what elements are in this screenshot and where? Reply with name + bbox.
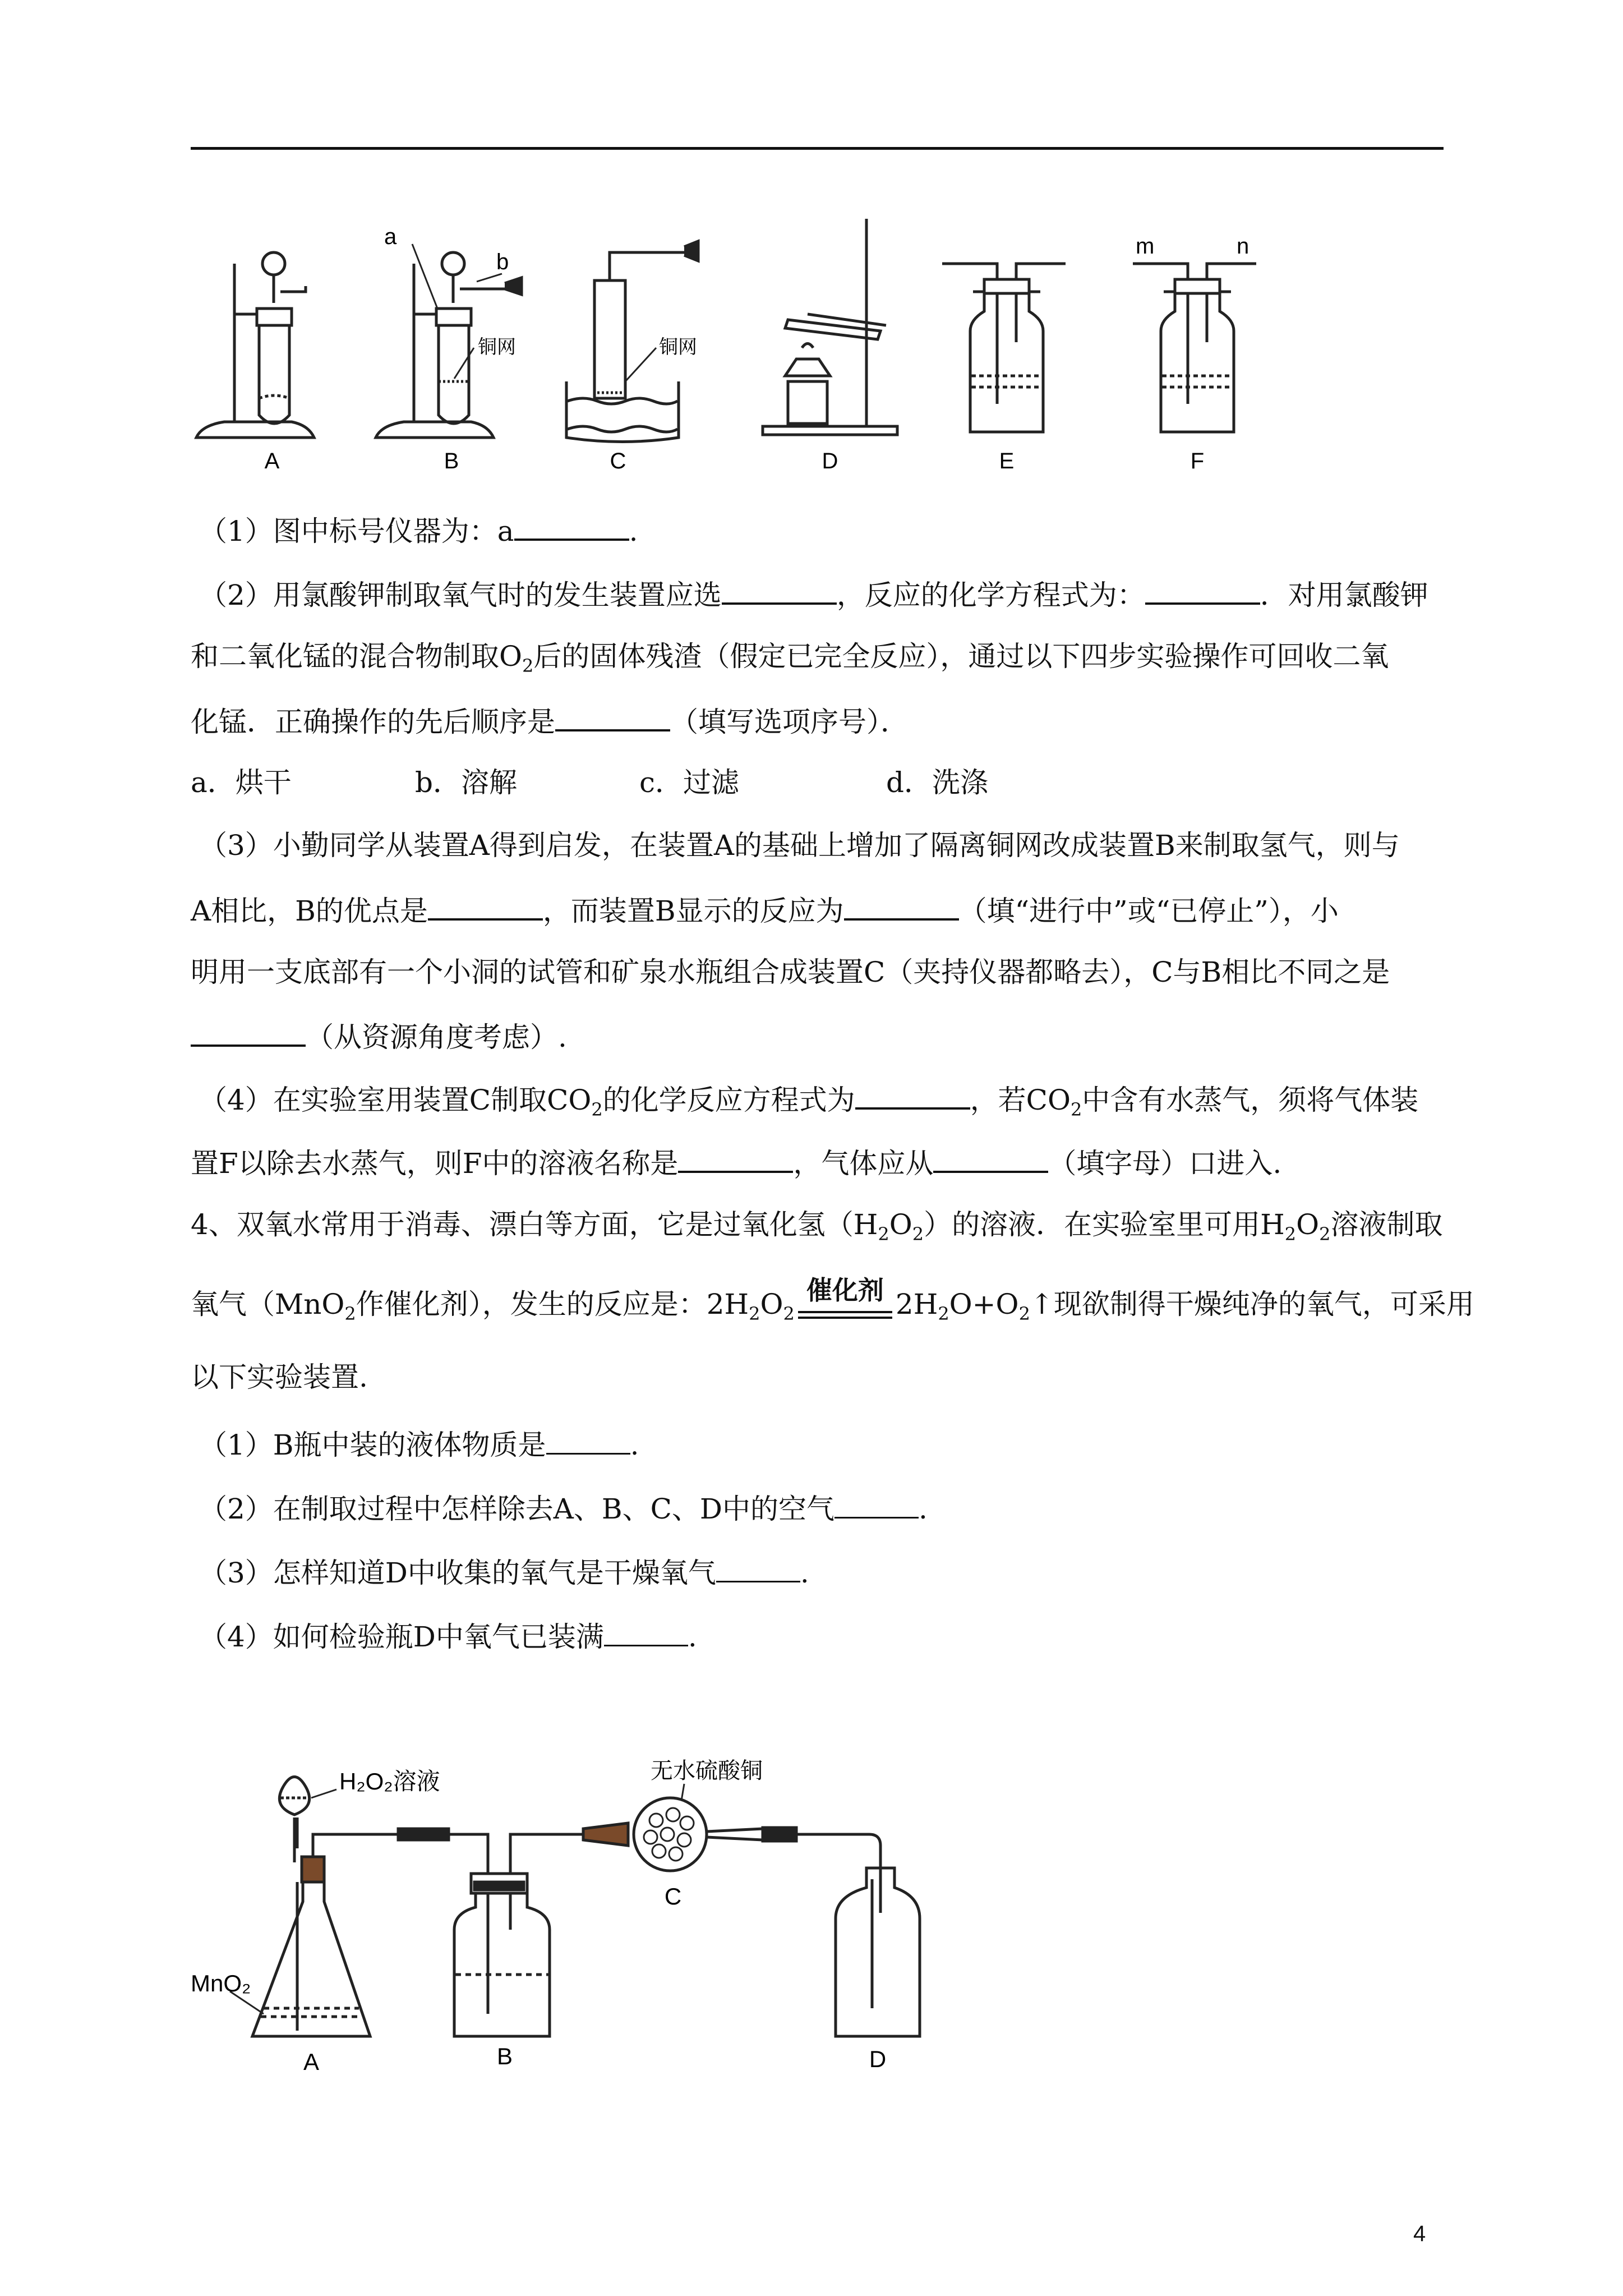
q3-part2-line3: 化锰．正确操作的先后顺序是 （填写选项序号）．: [191, 700, 1447, 742]
callout-m: m: [1136, 234, 1155, 259]
option-c: c．过滤: [639, 766, 740, 799]
apparatus-figure-top: [191, 213, 1312, 477]
fig2-label-a: A: [303, 2049, 320, 2075]
q3-part3-line4: （从资源角度考虑）.: [191, 1015, 1447, 1057]
callout-mno2: MnO₂: [191, 1970, 251, 1996]
callout-a: a: [384, 224, 397, 249]
label-a: A: [264, 449, 280, 473]
callout-mesh-b: 铜网: [478, 337, 516, 358]
q3-part1: （1）图中标号仪器为：a .: [199, 509, 1455, 551]
q4-line3: 以下实验装置.: [191, 1361, 368, 1393]
q4-line2: 氧气（MnO$_2$作催化剂），发生的反应是：$2H_2O_2$ 催化剂 $2H_2O+O_2↑$现欲制得干燥纯净的氧气，可采用: [191, 1285, 1447, 1333]
q3-options: [191, 763, 1447, 802]
callout-n: n: [1237, 234, 1249, 259]
q3-part3-line1: （3）小勤同学从装置A得到启发，在装置A的基础上增加了隔离铜网改成装置B来制取氢气，则与: [199, 829, 1400, 862]
label-f: F: [1190, 449, 1205, 473]
label-e: E: [999, 449, 1015, 473]
q3-part4-line1: （4）在实验室用装置C制取$CO_2$的化学反应方程式为 ，若$CO_2$中含有水蒸气，须将气体装: [199, 1078, 1455, 1129]
q4-sub2: （2）在制取过程中怎样除去A、B、C、D中的空气 .: [199, 1488, 1455, 1529]
q3-part3-line3: 明用一支底部有一个小洞的试管和矿泉水瓶组合成装置C（夹持仪器都略去），C与B相比不同之是: [191, 956, 1390, 988]
page-number: 4: [1413, 2221, 1426, 2246]
q3-part2-line1: （2）用氯酸钾制取氧气时的发生装置应选 ，反应的化学方程式为： ．对用氯酸钾: [199, 573, 1455, 615]
callout-mesh-c: 铜网: [659, 337, 697, 358]
option-a: a．烘干: [191, 766, 292, 799]
fig2-label-d: D: [869, 2046, 887, 2072]
q3-part4-line2: 置F以除去水蒸气，则F中的溶液名称是 ，气体应从 （填字母）口进入.: [191, 1142, 1447, 1183]
label-d: D: [822, 449, 838, 473]
callout-h2o2: H₂O₂溶液: [339, 1768, 440, 1795]
option-d: d．洗涤: [886, 766, 989, 799]
apparatus-figure-bottom: [191, 1745, 987, 2081]
catalyst-arrow: 催化剂: [795, 1294, 896, 1333]
label-b: B: [444, 449, 459, 473]
q4-sub1: （1）B瓶中装的液体物质是 .: [199, 1424, 1455, 1465]
q4-sub3: （3）怎样知道D中收集的氧气是干燥氧气 .: [199, 1552, 1455, 1593]
fig2-label-c: C: [664, 1883, 682, 1910]
q4-sub4: （4）如何检验瓶D中氧气已装满 .: [199, 1616, 1455, 1657]
fig2-label-b: B: [496, 2043, 513, 2069]
q3-part2-line2: 和二氧化锰的混合物制取$O_2$后的固体残渣（假定已完全反应），通过以下四步实验操作可回收二氧: [191, 640, 1389, 677]
header-rule: [191, 147, 1444, 150]
label-c: C: [610, 449, 626, 473]
option-b: b．溶解: [415, 766, 518, 799]
q3-part3-line2: A相比，B的优点是 ，而装置B显示的反应为 （填“进行中”或“已停止”），小: [191, 889, 1447, 931]
q4-line1: 4、双氧水常用于消毒、漂白等方面，它是过氧化氢$(H_2O_2)$的溶液．在实验室里可用$H_2O_2$溶液制取: [191, 1208, 1443, 1245]
callout-cuso4: 无水硫酸铜: [651, 1759, 763, 1783]
callout-b: b: [496, 250, 509, 274]
